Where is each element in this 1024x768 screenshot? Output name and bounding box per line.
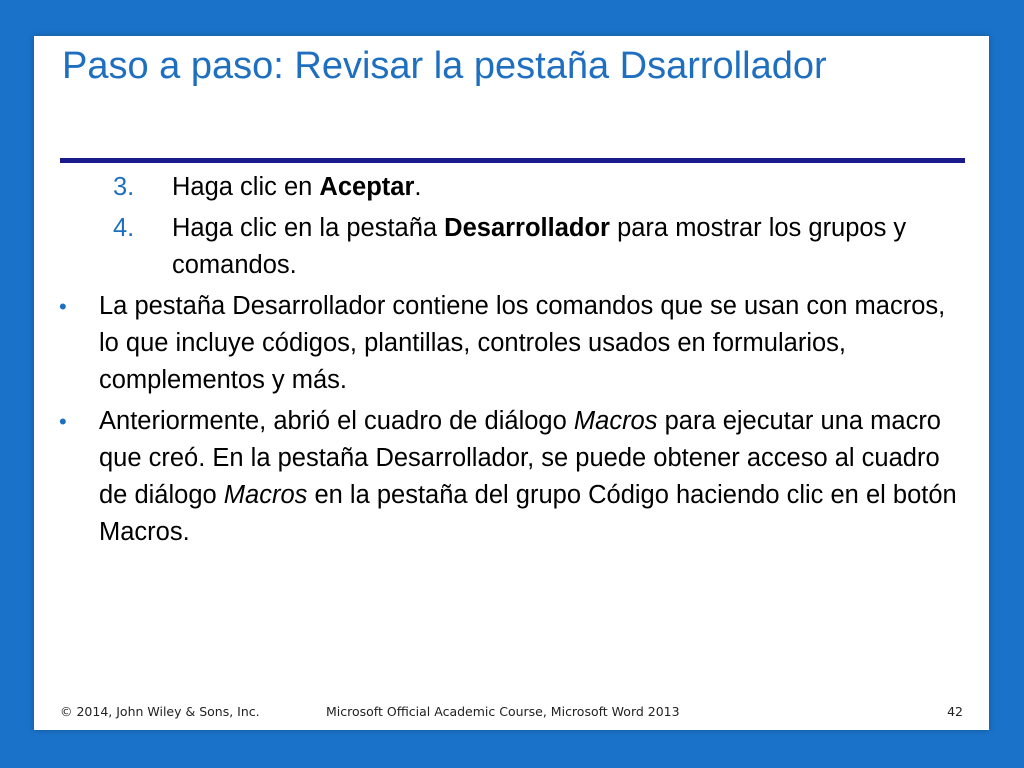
slide-title: Paso a paso: Revisar la pestaña Dsarrollador bbox=[62, 45, 827, 87]
copyright-text: © 2014, John Wiley & Sons, Inc. bbox=[60, 704, 260, 719]
item-text: . bbox=[414, 173, 422, 201]
bullet-text: en la pestaña del grupo Código haciendo clic en el botón Macros. bbox=[99, 481, 957, 546]
bullet-italic-text: Macros bbox=[223, 481, 308, 509]
bullet-text: La pestaña Desarrollador contiene los comandos que se usan con macros, lo que incluye códigos, plantillas, controles usados en formularios, complementos y más. bbox=[99, 292, 946, 394]
page-number: 42 bbox=[947, 704, 963, 719]
item-text: para mostrar los grupos y comandos. bbox=[172, 214, 907, 279]
bullet-item-macros-dialog bbox=[34, 403, 989, 551]
bullet-text: para ejecutar una macro que creó. En la pestaña Desarrollador, se puede obtener acceso al cuadro de diálogo bbox=[99, 407, 941, 509]
item-text: Haga clic en la pestaña bbox=[172, 214, 445, 242]
bullet-icon: • bbox=[59, 409, 67, 434]
bullet-icon: • bbox=[59, 294, 67, 319]
numbered-item-4 bbox=[34, 210, 989, 284]
bullet-text: Anteriormente, abrió el cuadro de diálogo bbox=[99, 407, 574, 435]
slide bbox=[34, 36, 989, 730]
item-bold-text: Desarrollador bbox=[444, 214, 610, 242]
item-bold-text: Aceptar bbox=[319, 173, 415, 201]
item-text: Haga clic en bbox=[172, 173, 320, 201]
bullet-item-developer-tab bbox=[34, 288, 989, 399]
item-number: 3. bbox=[113, 173, 135, 201]
title-divider bbox=[60, 158, 965, 163]
numbered-item-3 bbox=[34, 169, 989, 206]
bullet-italic-text: Macros bbox=[573, 407, 658, 435]
slide-body bbox=[34, 169, 989, 555]
course-title: Microsoft Official Academic Course, Microsoft Word 2013 bbox=[326, 704, 680, 719]
item-number: 4. bbox=[113, 214, 135, 242]
